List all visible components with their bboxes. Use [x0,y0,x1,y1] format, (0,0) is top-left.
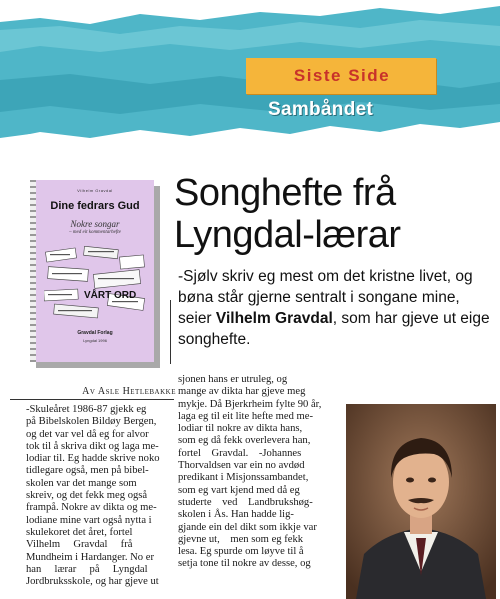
column-line: mange av dikta har gjeve meg [178,386,306,398]
column-line: tok til å skriva dikt og laga me- [26,440,159,452]
book-collage-text: VÅRT ORD [84,290,137,301]
headline-line-2: Lyngdal-lærar [174,214,401,256]
column-line: skreiv, og det fekk meg også [26,490,148,502]
paper-name: Sambåndet [268,99,374,120]
column-line: setja tone til nokre av desse, og [178,558,311,570]
column-line: gjevne ut, men som eg fekk [178,533,304,545]
column-line: Mundheim i Hardanger. No er [26,551,154,563]
column-line: som eg då fekk overlevera han, [178,435,311,447]
ingress-text-1: -Sjølv skriv eg mest om det kristne livet, og bøna står gjerne sentralt i songane mine, seier [178,268,473,327]
column-line: på Bibelskolen Bildøy Bergen, [26,416,157,428]
column-line: laga eg til eit lite hefte med me- [178,410,314,422]
column-line: mykje. Då Bjerkrheim fylte 90 år, [178,398,322,410]
article-headline [174,172,494,256]
byline: Av Asle Hetlebakke [82,386,176,397]
column-line: skolen i Ås. Han hadde lig- [178,509,294,521]
column-line: fortel Gravdal. -Johannes [178,447,302,459]
column-line: studerte ved Landbrukshøg- [178,496,313,508]
book-publisher-place: Lyngdal 1996 [83,338,107,343]
ingress-name: Vilhelm Gravdal [215,310,333,327]
column-line: -Skuleåret 1986-87 gjekk eg [26,404,147,415]
column-line: predikant i Misjonssambandet, [178,472,309,484]
ingress-text-2: , som har gjeve ut eige songhefte. [178,310,490,348]
column-line: og det var vel då eg for alvor [26,428,149,440]
book-subtitle-2: – med eit kommentarhefte [69,230,121,235]
column-line: han lærar på Lyngdal [26,563,148,575]
column-line: lodiar til nokre av dikta hans, [178,423,303,435]
column-divider [170,300,171,364]
book-publisher: Gravdal Forlag [77,330,113,336]
book-author: Vilhelm Gravdal [77,188,113,193]
column-line: gjande ein del dikt som ikkje var [178,521,317,533]
portrait-illustration [346,404,496,599]
headline-line-1: Songhefte frå [174,172,396,214]
book-subtitle: Nokre songar [70,219,120,229]
book-collage [44,246,148,320]
column-line: skulekoret det året, fortel [26,526,133,538]
book-cover-image [30,180,154,362]
body-column-1 [26,404,172,588]
column-line: lodiar til. Eg hadde skrive noko [26,453,160,465]
column-line: lodiane mine vart også nytta i [26,514,152,526]
byline-rule [10,399,174,400]
section-label: Siste Side [293,66,391,85]
book-spiral-binding [30,180,36,362]
column-line: skolen var det mange som [26,477,137,489]
column-line: frampå. Nokre av dikta og me- [26,502,157,514]
column-line: Thorvaldsen var ein no avdød [178,460,305,472]
article-ingress [178,266,494,350]
column-line: tidlegare også, men på bibel- [26,465,149,477]
book-title: Dine fedrars Gud [50,200,140,212]
column-line: sjonen hans er utruleg, og [178,374,288,385]
column-line: Vilhelm Gravdal frå [26,539,133,551]
portrait-photo [346,404,496,599]
column-line: som eg vart kjend med då eg [178,484,300,496]
column-line: Jordbruksskole, og har gjeve ut [26,576,159,588]
body-column-2 [178,374,340,571]
column-line: lesa. Eg spurde om løyve til å [178,546,304,558]
